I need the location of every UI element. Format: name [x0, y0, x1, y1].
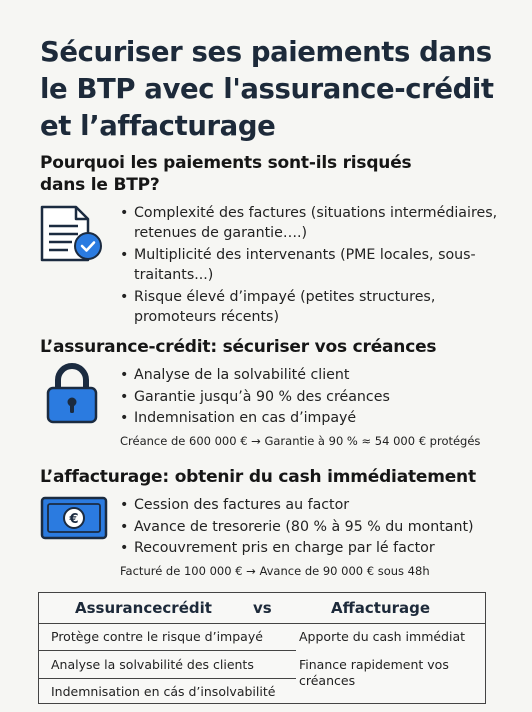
list-item: • Cession des factures au factor: [120, 496, 520, 516]
section-heading-risks: Pourquoi les paiements sont-ils risqués dans le BTP?: [40, 153, 412, 195]
list-item: • Indemnisation en cas d’impayé: [120, 409, 520, 429]
row-divider: [39, 650, 296, 651]
table-cell: Analyse la solvabilité des clients: [51, 657, 254, 672]
comparison-table: [38, 592, 486, 704]
row-divider: [39, 678, 296, 679]
comparison-vs-label: vs: [253, 599, 272, 617]
comparison-right-header: Affacturage: [331, 599, 431, 617]
list-item: • Avance de tresorerie (80 % à 95 % du montant): [120, 518, 520, 538]
document-check-icon: [38, 204, 104, 264]
list-item: • Multiplicité des intervenants (PME locales, sous-traitants...): [120, 246, 520, 285]
comparison-header: [39, 593, 485, 624]
page-title: Sécuriser ses paiements dans le BTP avec l'assurance-crédit et l’affacturage: [40, 36, 494, 142]
svg-text:€: €: [69, 512, 79, 527]
comparison-left-header: Assurancecrédit: [75, 599, 212, 617]
section-heading-factoring: L’affacturage: obtenir du cash immédiatement: [40, 467, 476, 487]
table-cell: Finance rapidement vos créances: [299, 657, 449, 688]
risk-list: [120, 204, 520, 330]
table-cell: Protège contre le risque d’impayé: [51, 629, 263, 644]
section-heading-credit-insurance: L’assurance-crédit: sécuriser vos créances: [40, 337, 437, 357]
table-cell: Indemnisation en cás d’insolvabilité: [51, 684, 276, 699]
factoring-example: Facturé de 100 000 € → Avance de 90 000 € sous 48h: [120, 564, 430, 578]
list-item: • Analyse de la solvabilité client: [120, 366, 520, 386]
list-item: • Complexité des factures (situations intermédiaires, retenues de garantie….): [120, 204, 520, 243]
list-item: • Garantie jusqu’à 90 % des créances: [120, 388, 520, 408]
padlock-icon: [44, 362, 100, 424]
list-item: • Risque élevé d’impayé (petites structures, promoteurs récents): [120, 288, 520, 327]
credit-insurance-list: [120, 366, 520, 431]
list-item: • Recouvrement pris en charge par lé factor: [120, 539, 520, 559]
table-cell: Apporte du cash immédiat: [299, 629, 466, 644]
euro-banknote-icon: [40, 496, 108, 540]
credit-insurance-example: Créance de 600 000 € → Garantie à 90 % ≈ 54 000 € protégés: [120, 434, 481, 448]
factoring-list: [120, 496, 520, 561]
